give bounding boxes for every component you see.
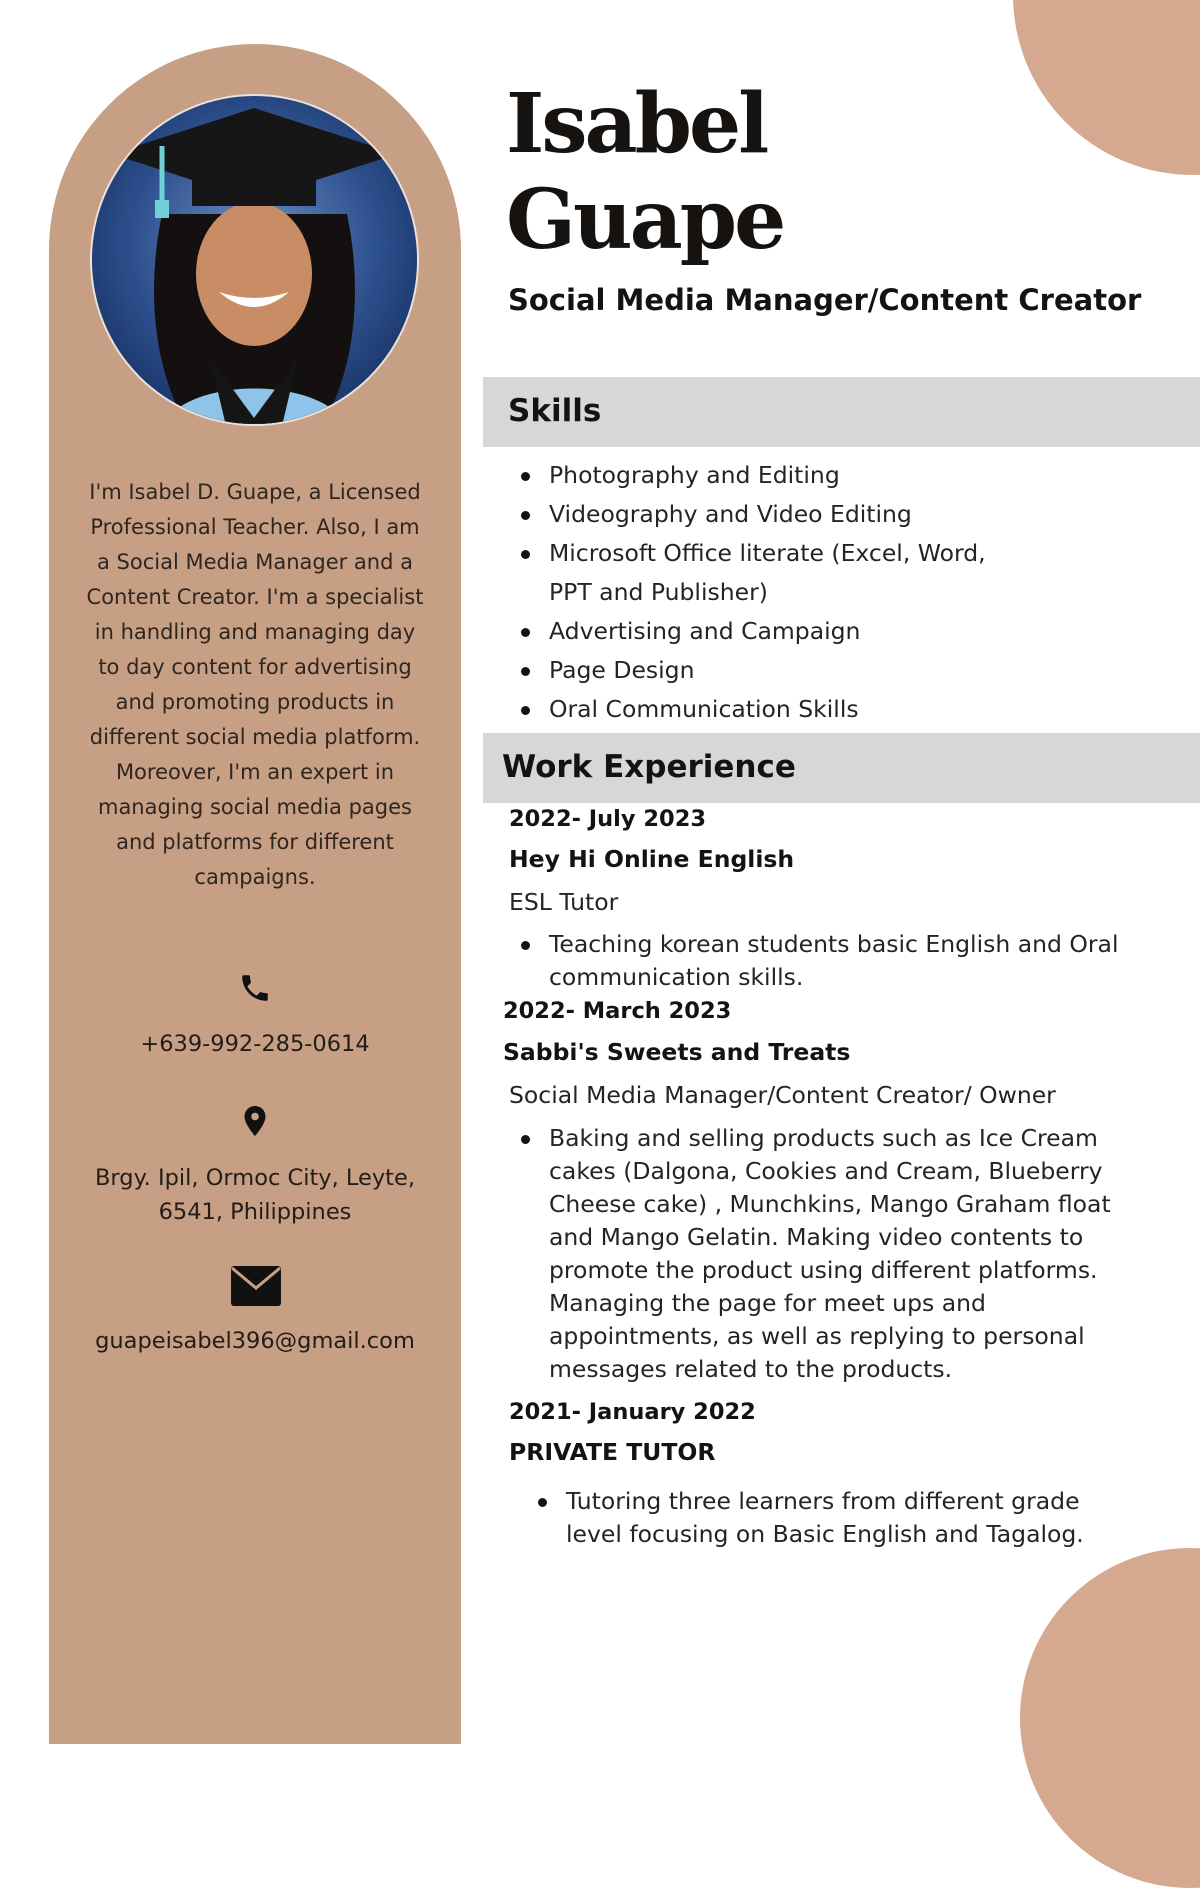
location-pin-icon <box>237 1100 273 1142</box>
skill-item: Page Design <box>508 651 1068 690</box>
skill-item: Microsoft Office literate (Excel, Word, PPT and Publisher) <box>508 534 1009 612</box>
profile-photo <box>92 96 417 424</box>
job-title: Social Media Manager/Content Creator <box>508 283 1142 317</box>
last-name: Guape <box>506 172 784 268</box>
job-company: PRIVATE TUTOR <box>509 1438 716 1466</box>
job-details <box>508 1122 1128 1386</box>
skills-section-header <box>483 377 1200 447</box>
bio-text: I'm Isabel D. Guape, a Licensed Professional Teacher. Also, I am a Social Media Manager and a Content Creator. I'm a specialist in handling and managing day to day content for advertising and promoting products in different social media platform. Moreover, I'm an expert in managing social media pages and platforms for different campaigns. <box>86 480 424 889</box>
phone-number[interactable]: +639-992-285-0614 <box>140 1031 370 1057</box>
job-detail-item: Teaching korean students basic English and Oral communication skills. <box>508 928 1128 994</box>
job-company: Hey Hi Online English <box>509 845 795 873</box>
work-experience-heading: Work Experience <box>502 749 796 785</box>
skill-item: Videography and Video Editing <box>508 495 1068 534</box>
phone-icon <box>238 968 272 1008</box>
job-detail-item: Baking and selling products such as Ice Cream cakes (Dalgona, Cookies and Cream, Blueberry Cheese cake) , Munchkins, Mango Graham float and Mango Gelatin. Making video contents to promote the product using different platforms. Managing the page for meet ups and appointments, as well as replying to personal messages related to the products. <box>508 1122 1128 1386</box>
skills-heading: Skills <box>508 393 602 429</box>
skill-item: Photography and Editing <box>508 456 1068 495</box>
work-experience-section-header <box>483 733 1200 803</box>
job-detail-item: Tutoring three learners from different grade level focusing on Basic English and Tagalog. <box>525 1485 1125 1551</box>
email-link[interactable]: guapeisabel396@gmail.com <box>95 1328 415 1354</box>
job-position: Social Media Manager/Content Creator/ Owner <box>509 1081 1056 1109</box>
mail-icon <box>231 1266 281 1306</box>
job-dates: 2021- January 2022 <box>509 1399 756 1425</box>
candidate-name <box>506 76 783 268</box>
job-details <box>508 928 1128 994</box>
first-name: Isabel <box>506 76 767 172</box>
job-dates: 2022- July 2023 <box>509 806 707 832</box>
skills-list <box>508 456 1068 729</box>
job-details <box>525 1485 1125 1551</box>
job-company: Sabbi's Sweets and Treats <box>503 1038 851 1066</box>
skill-item: Oral Communication Skills <box>508 690 1068 729</box>
address-text: Brgy. Ipil, Ormoc City, Leyte, 6541, Philippines <box>95 1165 415 1225</box>
decorative-circle-top <box>1013 0 1200 175</box>
job-dates: 2022- March 2023 <box>503 998 732 1024</box>
job-position: ESL Tutor <box>509 888 619 916</box>
decorative-circle-bottom <box>1020 1548 1200 1888</box>
skill-item: Advertising and Campaign <box>508 612 1068 651</box>
